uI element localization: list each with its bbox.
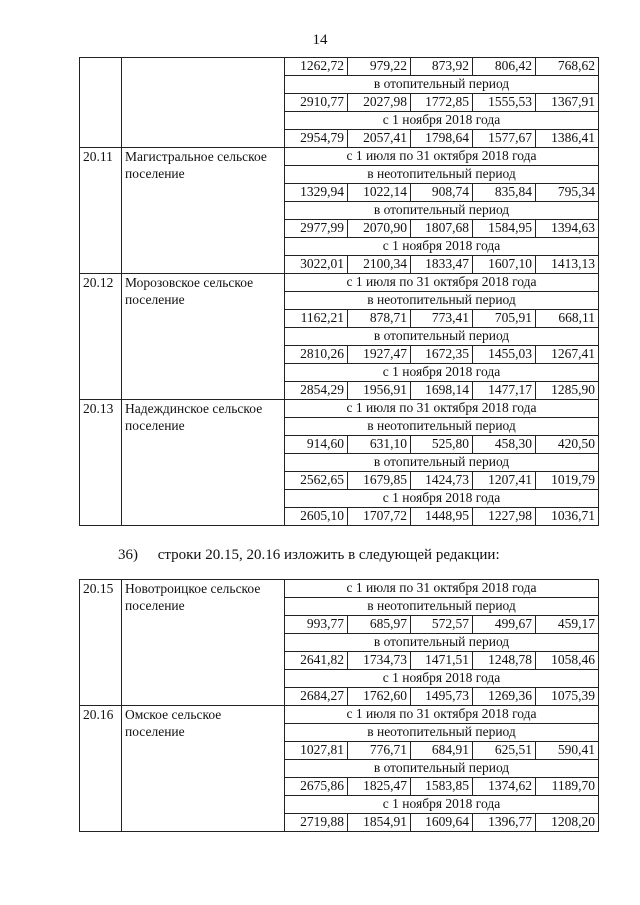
tariff-value-cell: 2070,90 — [348, 220, 411, 238]
tariff-value-cell: 773,41 — [411, 310, 473, 328]
tariff-value-cell: 914,60 — [285, 436, 348, 454]
tariff-value-cell: 685,97 — [348, 616, 411, 634]
tariff-value-cell: 1477,17 — [473, 382, 536, 400]
tariff-value-cell: 2854,29 — [285, 382, 348, 400]
tariff-value-cell: 776,71 — [348, 742, 411, 760]
period-label: в отопительный период — [285, 760, 599, 778]
tariff-value-cell: 2562,65 — [285, 472, 348, 490]
tariff-value-cell: 1734,73 — [348, 652, 411, 670]
tariff-value-cell: 2605,10 — [285, 508, 348, 526]
amendment-paragraph — [118, 547, 500, 564]
tariff-value-cell: 1854,91 — [348, 814, 411, 832]
period-label: в отопительный период — [285, 328, 599, 346]
row-code-cell: 20.13 — [80, 400, 122, 526]
tariff-value-cell: 625,51 — [473, 742, 536, 760]
tariff-value-cell: 1386,41 — [536, 130, 599, 148]
settlement-name-cell: Новотроицкое сельское поселение — [122, 580, 285, 706]
tariff-value-cell: 908,74 — [411, 184, 473, 202]
tariff-value-cell: 2810,26 — [285, 346, 348, 364]
tariff-value-cell: 806,42 — [473, 58, 536, 76]
tariff-value-cell: 1022,14 — [348, 184, 411, 202]
tariff-value-cell: 1807,68 — [411, 220, 473, 238]
tariff-value-cell: 2641,82 — [285, 652, 348, 670]
tariff-value-cell: 1329,94 — [285, 184, 348, 202]
period-label: с 1 июля по 31 октября 2018 года — [285, 706, 599, 724]
tariff-value-cell: 1248,78 — [473, 652, 536, 670]
settlement-name-cell: Омское сельское поселение — [122, 706, 285, 832]
tariff-value-cell: 1555,53 — [473, 94, 536, 112]
tariff-value-cell: 768,62 — [536, 58, 599, 76]
tariff-value-cell: 1772,85 — [411, 94, 473, 112]
period-label: в отопительный период — [285, 76, 599, 94]
tariff-value-cell: 1424,73 — [411, 472, 473, 490]
tariff-value-cell: 1583,85 — [411, 778, 473, 796]
tariff-value-cell: 1285,90 — [536, 382, 599, 400]
tariff-value-cell: 795,34 — [536, 184, 599, 202]
tariff-value-cell: 993,77 — [285, 616, 348, 634]
tariff-value-cell: 1058,46 — [536, 652, 599, 670]
tariff-value-cell: 420,50 — [536, 436, 599, 454]
tariff-value-cell: 1367,91 — [536, 94, 599, 112]
period-header-row — [80, 706, 599, 724]
settlement-name-cell — [122, 58, 285, 148]
row-code-cell: 20.11 — [80, 148, 122, 274]
row-code-cell — [80, 58, 122, 148]
tariff-value-cell: 1798,64 — [411, 130, 473, 148]
period-label: в неотопительный период — [285, 292, 599, 310]
tariff-value-cell: 2684,27 — [285, 688, 348, 706]
tariff-value-cell: 1189,70 — [536, 778, 599, 796]
tariff-value-cell: 1075,39 — [536, 688, 599, 706]
tariff-table-continued — [79, 57, 599, 526]
row-code-cell: 20.16 — [80, 706, 122, 832]
tariff-value-cell: 1269,36 — [473, 688, 536, 706]
period-header-row — [80, 148, 599, 166]
tariff-value-cell: 3022,01 — [285, 256, 348, 274]
tariff-value-cell: 1396,77 — [473, 814, 536, 832]
tariff-value-cell: 668,11 — [536, 310, 599, 328]
period-label: с 1 июля по 31 октября 2018 года — [285, 400, 599, 418]
paragraph-text: строки 20.15, 20.16 изложить в следующей редакции: — [157, 547, 500, 563]
tariff-value-cell: 835,84 — [473, 184, 536, 202]
period-label: с 1 ноября 2018 года — [285, 364, 599, 382]
tariff-value-cell: 1027,81 — [285, 742, 348, 760]
tariff-value-cell: 2100,34 — [348, 256, 411, 274]
tariff-value-cell: 1019,79 — [536, 472, 599, 490]
tariff-value-cell: 1607,10 — [473, 256, 536, 274]
tariff-value-cell: 1207,41 — [473, 472, 536, 490]
tariff-value-cell: 1679,85 — [348, 472, 411, 490]
period-label: с 1 июля по 31 октября 2018 года — [285, 148, 599, 166]
tariff-value-cell: 1495,73 — [411, 688, 473, 706]
tariff-value-cell: 499,67 — [473, 616, 536, 634]
tariff-value-cell: 2027,98 — [348, 94, 411, 112]
tariff-value-cell: 572,57 — [411, 616, 473, 634]
tariff-value-cell: 2910,77 — [285, 94, 348, 112]
tariff-value-cell: 1698,14 — [411, 382, 473, 400]
tariff-value-cell: 1956,91 — [348, 382, 411, 400]
tariff-value-cell: 458,30 — [473, 436, 536, 454]
period-label: с 1 ноября 2018 года — [285, 238, 599, 256]
period-label: с 1 ноября 2018 года — [285, 112, 599, 130]
tariff-value-cell: 878,71 — [348, 310, 411, 328]
tariff-value-cell: 1036,71 — [536, 508, 599, 526]
tariff-value-cell: 705,91 — [473, 310, 536, 328]
tariff-value-cell: 1267,41 — [536, 346, 599, 364]
tariff-value-cell: 1577,67 — [473, 130, 536, 148]
tariff-value-cell: 525,80 — [411, 436, 473, 454]
row-code-cell: 20.15 — [80, 580, 122, 706]
tariff-value-cell: 1262,72 — [285, 58, 348, 76]
tariff-value-cell: 684,91 — [411, 742, 473, 760]
tariff-value-cell: 1471,51 — [411, 652, 473, 670]
tariff-value-cell: 1833,47 — [411, 256, 473, 274]
tariff-value-cell: 2954,79 — [285, 130, 348, 148]
tariff-value-cell: 459,17 — [536, 616, 599, 634]
tariff-value-cell: 1227,98 — [473, 508, 536, 526]
period-label: в отопительный период — [285, 454, 599, 472]
tariff-value-cell: 1162,21 — [285, 310, 348, 328]
tariff-value-cell: 1448,95 — [411, 508, 473, 526]
paragraph-number: 36) — [118, 547, 138, 563]
row-code-cell: 20.12 — [80, 274, 122, 400]
period-label: с 1 ноября 2018 года — [285, 796, 599, 814]
tariff-value-cell: 1927,47 — [348, 346, 411, 364]
tariff-value-cell: 1672,35 — [411, 346, 473, 364]
settlement-name-cell: Морозовское сельское поселение — [122, 274, 285, 400]
period-label: с 1 ноября 2018 года — [285, 490, 599, 508]
tariff-value-cell: 1762,60 — [348, 688, 411, 706]
tariff-value-cell: 1455,03 — [473, 346, 536, 364]
tariff-value-cell: 1707,72 — [348, 508, 411, 526]
period-label: в неотопительный период — [285, 598, 599, 616]
tariff-values-row — [80, 58, 599, 76]
page-number: 14 — [312, 32, 328, 48]
period-label: в неотопительный период — [285, 724, 599, 742]
tariff-value-cell: 1394,63 — [536, 220, 599, 238]
tariff-value-cell: 2719,88 — [285, 814, 348, 832]
tariff-table-new — [79, 579, 599, 832]
tariff-value-cell: 2977,99 — [285, 220, 348, 238]
tariff-value-cell: 590,41 — [536, 742, 599, 760]
tariff-value-cell: 631,10 — [348, 436, 411, 454]
period-label: в неотопительный период — [285, 418, 599, 436]
tariff-value-cell: 1584,95 — [473, 220, 536, 238]
period-header-row — [80, 274, 599, 292]
period-label: в отопительный период — [285, 202, 599, 220]
period-label: с 1 ноября 2018 года — [285, 670, 599, 688]
period-header-row — [80, 580, 599, 598]
period-label: с 1 июля по 31 октября 2018 года — [285, 274, 599, 292]
tariff-value-cell: 873,92 — [411, 58, 473, 76]
tariff-value-cell: 2057,41 — [348, 130, 411, 148]
tariff-value-cell: 1609,64 — [411, 814, 473, 832]
tariff-value-cell: 979,22 — [348, 58, 411, 76]
tariff-value-cell: 1208,20 — [536, 814, 599, 832]
period-label: с 1 июля по 31 октября 2018 года — [285, 580, 599, 598]
period-label: в отопительный период — [285, 634, 599, 652]
tariff-value-cell: 1374,62 — [473, 778, 536, 796]
tariff-value-cell: 2675,86 — [285, 778, 348, 796]
period-label: в неотопительный период — [285, 166, 599, 184]
tariff-value-cell: 1825,47 — [348, 778, 411, 796]
settlement-name-cell: Надеждинское сельское поселение — [122, 400, 285, 526]
settlement-name-cell: Магистральное сельское поселение — [122, 148, 285, 274]
tariff-value-cell: 1413,13 — [536, 256, 599, 274]
period-header-row — [80, 400, 599, 418]
